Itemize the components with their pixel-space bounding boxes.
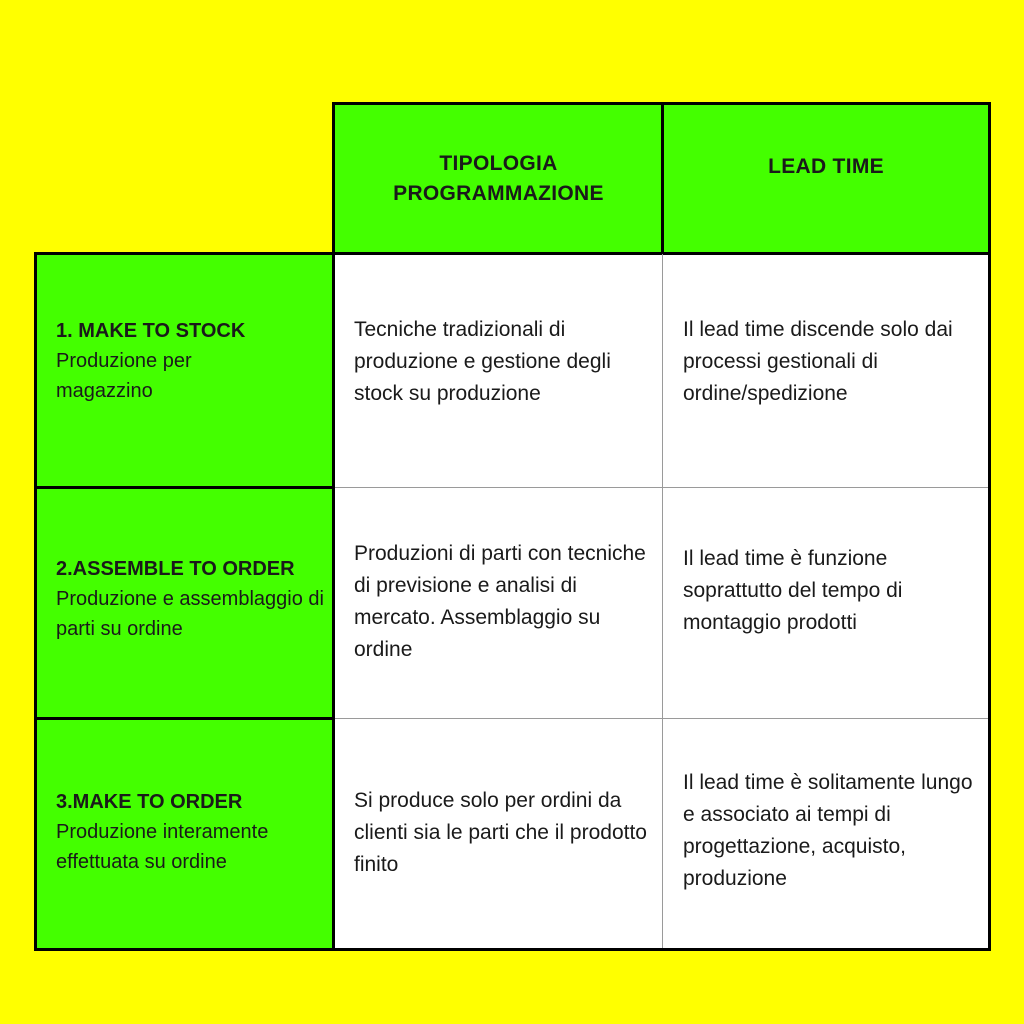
grid-line bbox=[988, 102, 991, 951]
cell-text: Il lead time è funzione soprattutto del tempo di montaggio prodotti bbox=[683, 546, 903, 634]
cell-lead-time-assemble-to-order bbox=[663, 488, 989, 719]
row-label-make-to-order bbox=[36, 719, 334, 949]
row-label-make-to-stock bbox=[36, 253, 334, 488]
cell-text: Il lead time è solitamente lungo e associato ai tempi di progettazione, acquisto, produzione bbox=[683, 771, 973, 890]
row-title: 1. MAKE TO STOCK bbox=[56, 319, 246, 342]
grid-line bbox=[34, 486, 334, 489]
header-lead-time-label: LEAD TIME bbox=[768, 154, 884, 178]
cell-programmazione-assemble-to-order bbox=[334, 488, 663, 719]
grid-line bbox=[34, 717, 334, 720]
cell-text: Produzioni di parti con tecniche di previsione e analisi di mercato. Assemblaggio su ordine bbox=[354, 541, 646, 661]
header-lead-time bbox=[663, 104, 989, 253]
grid-line bbox=[662, 254, 663, 948]
grid-line bbox=[332, 102, 335, 951]
header-tipologia-programmazione bbox=[334, 104, 663, 253]
cell-lead-time-make-to-order bbox=[663, 719, 989, 949]
grid-line bbox=[34, 948, 991, 951]
grid-line bbox=[661, 102, 664, 254]
row-subtitle: Produzione interamente effettuata su ordine bbox=[56, 821, 269, 873]
cell-text: Tecniche tradizionali di produzione e gestione degli stock su produzione bbox=[354, 317, 611, 405]
header-tipologia-label: TIPOLOGIA PROGRAMMAZIONE bbox=[393, 151, 604, 205]
row-subtitle: Produzione per magazzino bbox=[56, 349, 192, 402]
row-subtitle: Produzione e assemblaggio di parti su ordine bbox=[56, 587, 324, 640]
row-title: 3.MAKE TO ORDER bbox=[56, 791, 243, 813]
grid-line bbox=[34, 252, 37, 951]
cell-text: Si produce solo per ordini da clienti sia le parti che il prodotto finito bbox=[354, 789, 647, 876]
grid-line bbox=[34, 252, 991, 255]
row-label-assemble-to-order bbox=[36, 488, 334, 719]
row-title: 2.ASSEMBLE TO ORDER bbox=[56, 557, 295, 580]
cell-programmazione-make-to-order bbox=[334, 719, 663, 949]
cell-programmazione-make-to-stock bbox=[334, 253, 663, 488]
cell-lead-time-make-to-stock bbox=[663, 253, 989, 488]
cell-text: Il lead time discende solo dai processi gestionali di ordine/spedizione bbox=[683, 317, 953, 405]
